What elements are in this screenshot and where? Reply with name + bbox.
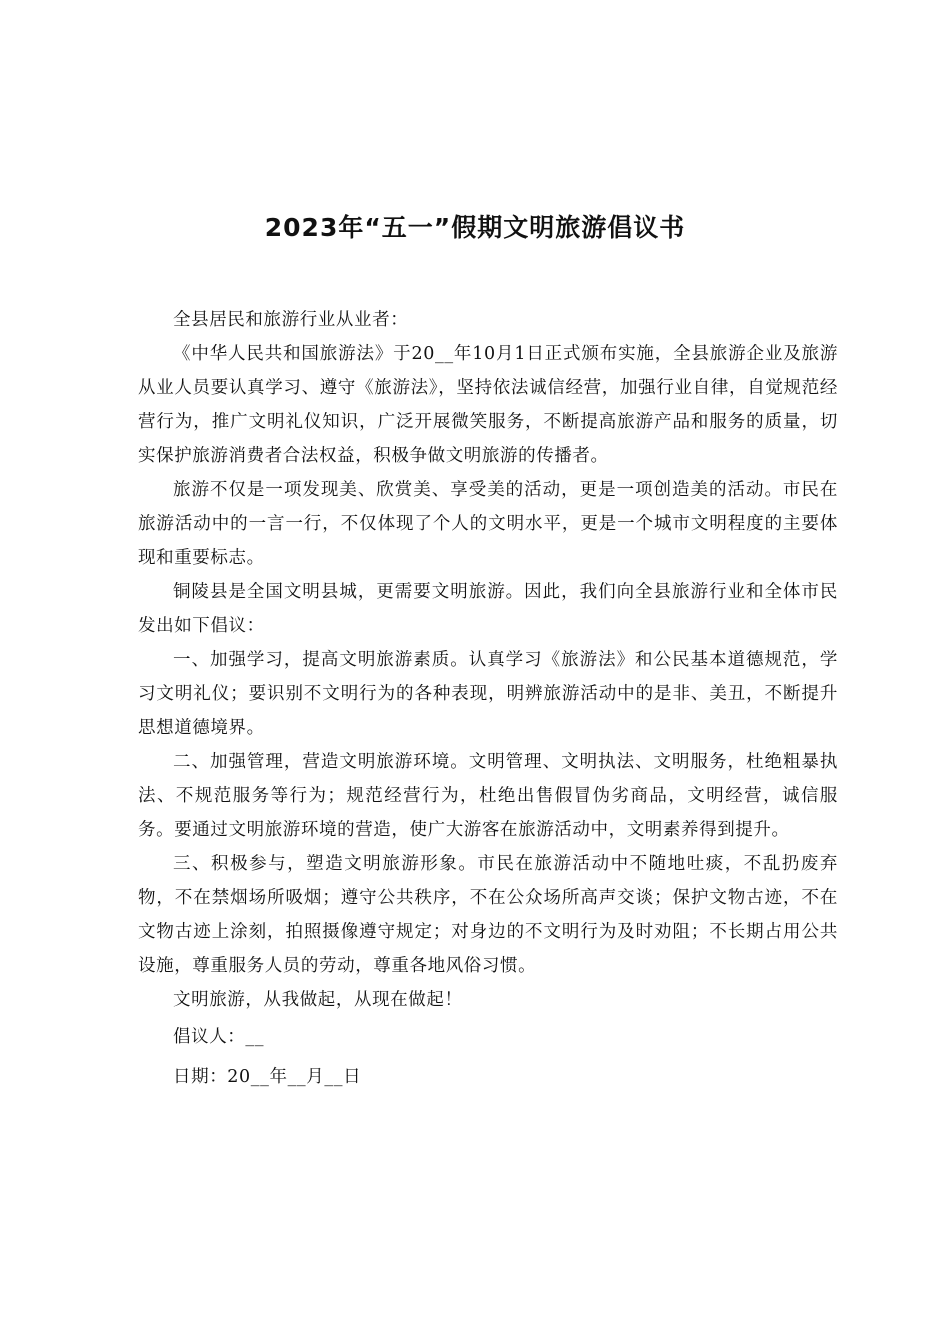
document-body: [138, 303, 838, 1097]
document-title: 2023年“五一”假期文明旅游倡议书: [264, 213, 686, 242]
paragraph-tourism-beauty: 旅游不仅是一项发现美、欣赏美、享受美的活动，更是一项创造美的活动。市民在旅游活动中的一言一行，不仅体现了个人的文明水平，更是一个城市文明程度的主要体现和重要标志。: [138, 480, 838, 568]
paragraph-tourism-law: 《中华人民共和国旅游法》于20__年10月1日正式颁布实施，全县旅游企业及旅游从业人员要认真学习、遵守《旅游法》，坚持依法诚信经营，加强行业自律，自觉规范经营行为，推广文明礼仪知识，广泛开展微笑服务，不断提高旅游产品和服务的质量，切实保护旅游消费者合法权益，积极争做文明旅游的传播者。: [138, 344, 838, 466]
paragraph-point-one: 一、加强学习，提高文明旅游素质。认真学习《旅游法》和公民基本道德规范，学习文明礼仪；要识别不文明行为的各种表现，明辨旅游活动中的是非、美丑，不断提升思想道德境界。: [138, 650, 838, 738]
initiator-line: 倡议人：__: [173, 1027, 265, 1047]
salutation: 全县居民和旅游行业从业者：: [173, 310, 409, 330]
paragraph-slogan: 文明旅游，从我做起，从现在做起！: [173, 990, 463, 1010]
date-line: 日期：20__年__月__日: [173, 1067, 362, 1087]
paragraph-civilized-county: 铜陵县是全国文明县城，更需要文明旅游。因此，我们向全县旅游行业和全体市民发出如下倡议：: [138, 582, 838, 636]
paragraph-point-two: 二、加强管理，营造文明旅游环境。文明管理、文明执法、文明服务，杜绝粗暴执法、不规范服务等行为；规范经营行为，杜绝出售假冒伪劣商品，文明经营，诚信服务。要通过文明旅游环境的营造，使广大游客在旅游活动中，文明素养得到提升。: [138, 752, 838, 840]
paragraph-point-three: 三、积极参与，塑造文明旅游形象。市民在旅游活动中不随地吐痰，不乱扔废弃物，不在禁烟场所吸烟；遵守公共秩序，不在公众场所高声交谈；保护文物古迹，不在文物古迹上涂刻，拍照摄像遵守规定；对身边的不文明行为及时劝阻；不长期占用公共设施，尊重服务人员的劳动，尊重各地风俗习惯。: [138, 854, 838, 976]
